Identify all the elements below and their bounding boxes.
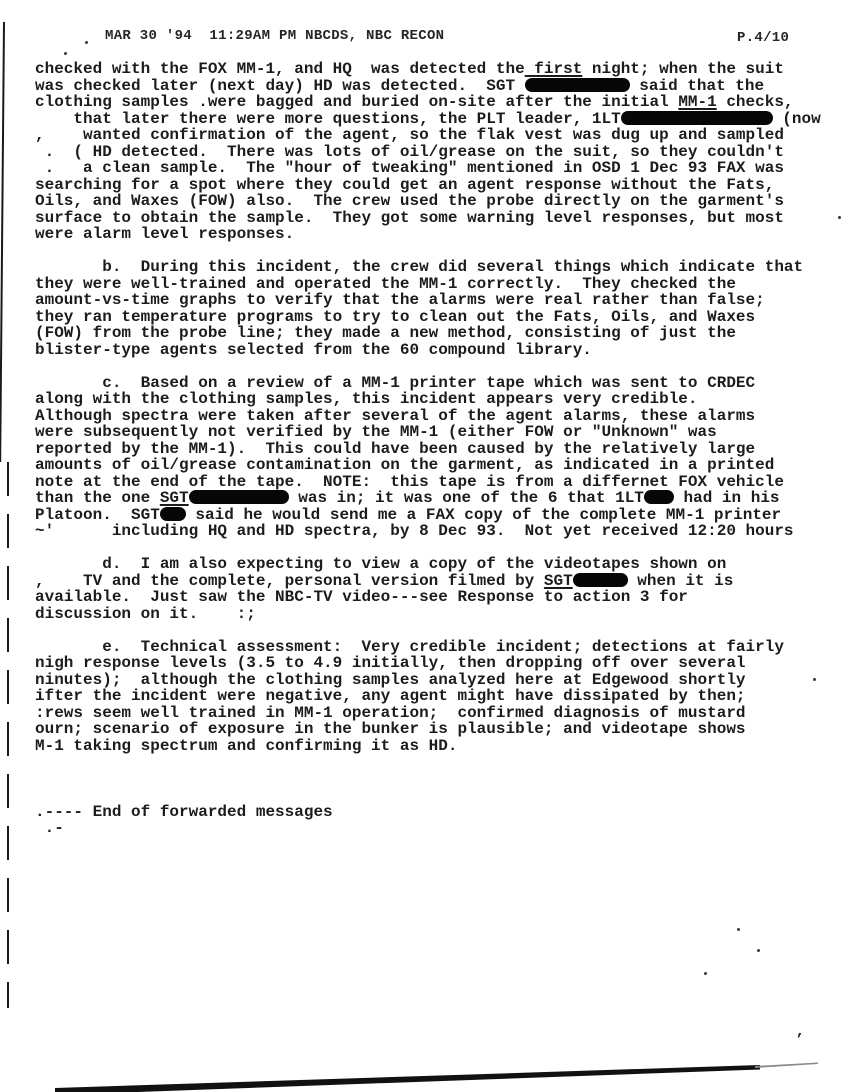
document-line bbox=[35, 655, 821, 672]
document-line bbox=[35, 589, 821, 606]
redaction-bar bbox=[573, 573, 628, 587]
redaction-bar bbox=[621, 111, 773, 125]
document-line bbox=[35, 738, 821, 755]
document-line bbox=[35, 787, 821, 804]
document-line bbox=[35, 309, 821, 326]
document-line bbox=[35, 705, 821, 722]
fax-timestamp: MAR 30 '94 11:29AM PM NBCDS, NBC RECON bbox=[105, 28, 445, 44]
document-line bbox=[35, 804, 821, 821]
document-line bbox=[35, 325, 821, 342]
scan-artifact-bottom-line bbox=[0, 1052, 850, 1092]
document-line bbox=[35, 243, 821, 260]
text-run: they ran temperature programs to try to clean out the Fats, Oils, and Waxes bbox=[35, 307, 756, 326]
text-run: . a clean sample. The "hour of tweaking" mentioned in OSD 1 Dec 93 FAX was bbox=[35, 159, 784, 177]
text-run: along with the clothing samples, this incident appears very credible. bbox=[35, 390, 698, 408]
text-run: b. During this incident, the crew did several things which indicate that bbox=[35, 258, 804, 276]
text-run: c. Based on a review of a MM-1 printer tape which was sent to CRDEC bbox=[35, 373, 756, 392]
document-line bbox=[35, 771, 821, 788]
text-run: surface to obtain the sample. They got some warning level responses, but most bbox=[35, 208, 784, 227]
text-run: were subsequently not verified by the MM-1 (either FOW or "Unknown" was bbox=[35, 423, 717, 441]
document-line bbox=[35, 754, 821, 771]
text-run: .---- End of forwarded messages bbox=[35, 802, 333, 821]
text-run: (now bbox=[772, 109, 821, 128]
redaction-bar bbox=[160, 507, 186, 521]
text-run: amount-vs-time graphs to verify that the alarms were real rather than false; bbox=[35, 291, 765, 309]
scan-speck bbox=[704, 972, 707, 975]
text-run: amounts of oil/grease contamination on the garment, as indicated in a printed bbox=[35, 456, 775, 474]
document-line bbox=[35, 226, 821, 243]
text-run: e. Technical assessment: Very credible incident; detections at fairly bbox=[35, 637, 784, 656]
document-line bbox=[35, 523, 821, 540]
document-line bbox=[35, 78, 821, 95]
document-line bbox=[35, 94, 821, 111]
document-line bbox=[35, 457, 821, 474]
text-run: available. Just saw the NBC-TV video---see Response to action 3 for bbox=[35, 588, 688, 606]
text-run: discussion on it. :; bbox=[35, 604, 256, 623]
scan-speck bbox=[64, 52, 67, 55]
text-run: M-1 taking spectrum and confirming it as HD. bbox=[35, 736, 458, 755]
text-run: said he would send me a FAX copy of the complete MM-1 printer bbox=[185, 505, 782, 524]
text-run: had in his bbox=[673, 489, 780, 507]
scan-speck bbox=[737, 928, 740, 931]
text-run: checks, bbox=[716, 93, 794, 111]
text-run: :rews seem well trained in MM-1 operation; confirmed diagnosis of mustard bbox=[35, 703, 746, 722]
document-line bbox=[35, 259, 821, 276]
text-run: night; when the suit bbox=[582, 60, 784, 78]
text-run: they were well-trained and operated the MM-1 correctly. They checked the bbox=[35, 274, 736, 293]
text-run: was in; it was one of the 6 that 1LT bbox=[288, 489, 644, 507]
text-run: clothing samples .were bagged and buried on-site after the initial bbox=[35, 93, 679, 111]
document-line bbox=[35, 144, 821, 161]
scan-artifact-quote-mark: ’ bbox=[795, 1032, 805, 1049]
document-line bbox=[35, 573, 821, 590]
scan-speck bbox=[757, 949, 760, 952]
text-run: blister-type agents selected from the 60 compound library. bbox=[35, 340, 592, 359]
document-line bbox=[35, 193, 821, 210]
scan-speck bbox=[838, 216, 841, 219]
document-line bbox=[35, 441, 821, 458]
document-line bbox=[35, 210, 821, 227]
document-line bbox=[35, 127, 821, 144]
redaction-bar bbox=[525, 78, 630, 92]
fax-header bbox=[0, 28, 850, 46]
document-line bbox=[35, 111, 821, 128]
text-run: Platoon. SGT bbox=[35, 505, 160, 524]
document-line bbox=[35, 391, 821, 408]
document-line bbox=[35, 672, 821, 689]
text-run: .- bbox=[35, 819, 64, 837]
document-line bbox=[35, 424, 821, 441]
text-run: , wanted confirmation of the agent, so the flak vest was dug up and sampled bbox=[35, 126, 784, 144]
document-line bbox=[35, 342, 821, 359]
text-run: . ( HD detected. There was lots of oil/grease on the suit, so they couldn't bbox=[35, 142, 784, 161]
document-line bbox=[35, 639, 821, 656]
text-run: , TV and the complete, personal version filmed by bbox=[35, 571, 544, 590]
text-run: was checked later (next day) HD was detected. SGT bbox=[35, 76, 525, 95]
document-line bbox=[35, 61, 821, 78]
text-run: d. I am also expecting to view a copy of the videotapes shown on bbox=[35, 555, 727, 573]
text-run: ifter the incident were negative, any agent might have dissipated by then; bbox=[35, 687, 746, 705]
text-run: were alarm level responses. bbox=[35, 225, 295, 243]
underlined-text: SGT bbox=[543, 571, 573, 590]
underlined-text: MM-1 bbox=[678, 93, 717, 111]
text-run: when it is bbox=[627, 571, 734, 590]
text-run: (FOW) from the probe line; they made a new method, consisting of just the bbox=[35, 324, 736, 342]
document-line bbox=[35, 160, 821, 177]
document-line bbox=[35, 292, 821, 309]
scan-speck bbox=[813, 678, 816, 681]
scan-artifact-left-line-bottom bbox=[7, 462, 9, 1008]
text-run: ninutes); although the clothing samples analyzed here at Edgewood shortly bbox=[35, 670, 746, 689]
text-run: that later there were more questions, the PLT leader, 1LT bbox=[35, 109, 621, 128]
document-line bbox=[35, 606, 821, 623]
text-run: checked with the FOX MM-1, and HQ was detected the bbox=[35, 60, 525, 78]
document-line bbox=[35, 474, 821, 491]
text-run: ourn; scenario of exposure in the bunker is plausible; and videotape shows bbox=[35, 720, 746, 738]
document-body bbox=[35, 61, 821, 837]
redaction-bar bbox=[189, 490, 289, 504]
fax-page-number: P.4/10 bbox=[737, 30, 790, 46]
text-run: nigh response levels (3.5 to 4.9 initially, then dropping off over several bbox=[35, 654, 746, 672]
document-line bbox=[35, 375, 821, 392]
text-run: said that the bbox=[629, 76, 765, 95]
document-line bbox=[35, 540, 821, 557]
text-run: Oils, and Waxes (FOW) also. The crew used the probe directly on the garment's bbox=[35, 192, 784, 210]
document-line bbox=[35, 276, 821, 293]
document-line bbox=[35, 820, 821, 837]
redaction-bar bbox=[644, 490, 674, 504]
text-run: ~' including HQ and HD spectra, by 8 Dec 93. Not yet received 12:20 hours bbox=[35, 522, 794, 540]
scan-speck bbox=[85, 41, 88, 44]
document-line bbox=[35, 177, 821, 194]
text-run: note at the end of the tape. NOTE: this tape is from a differnet FOX vehicle bbox=[35, 472, 784, 491]
document-line bbox=[35, 721, 821, 738]
text-run: searching for a spot where they could get an agent response without the Fats, bbox=[35, 175, 775, 194]
document-line bbox=[35, 408, 821, 425]
document-line bbox=[35, 556, 821, 573]
document-line bbox=[35, 688, 821, 705]
text-run: reported by the MM-1). This could have been caused by the relatively large bbox=[35, 439, 756, 458]
text-run: than the one bbox=[35, 489, 160, 507]
underlined-text: SGT bbox=[159, 489, 189, 507]
text-run: Although spectra were taken after several of the agent alarms, these alarms bbox=[35, 406, 756, 425]
document-line bbox=[35, 358, 821, 375]
underlined-text: first bbox=[524, 60, 583, 78]
document-line bbox=[35, 622, 821, 639]
scan-artifact-left-line-top bbox=[0, 22, 5, 462]
document-line bbox=[35, 490, 821, 507]
document-line bbox=[35, 507, 821, 524]
